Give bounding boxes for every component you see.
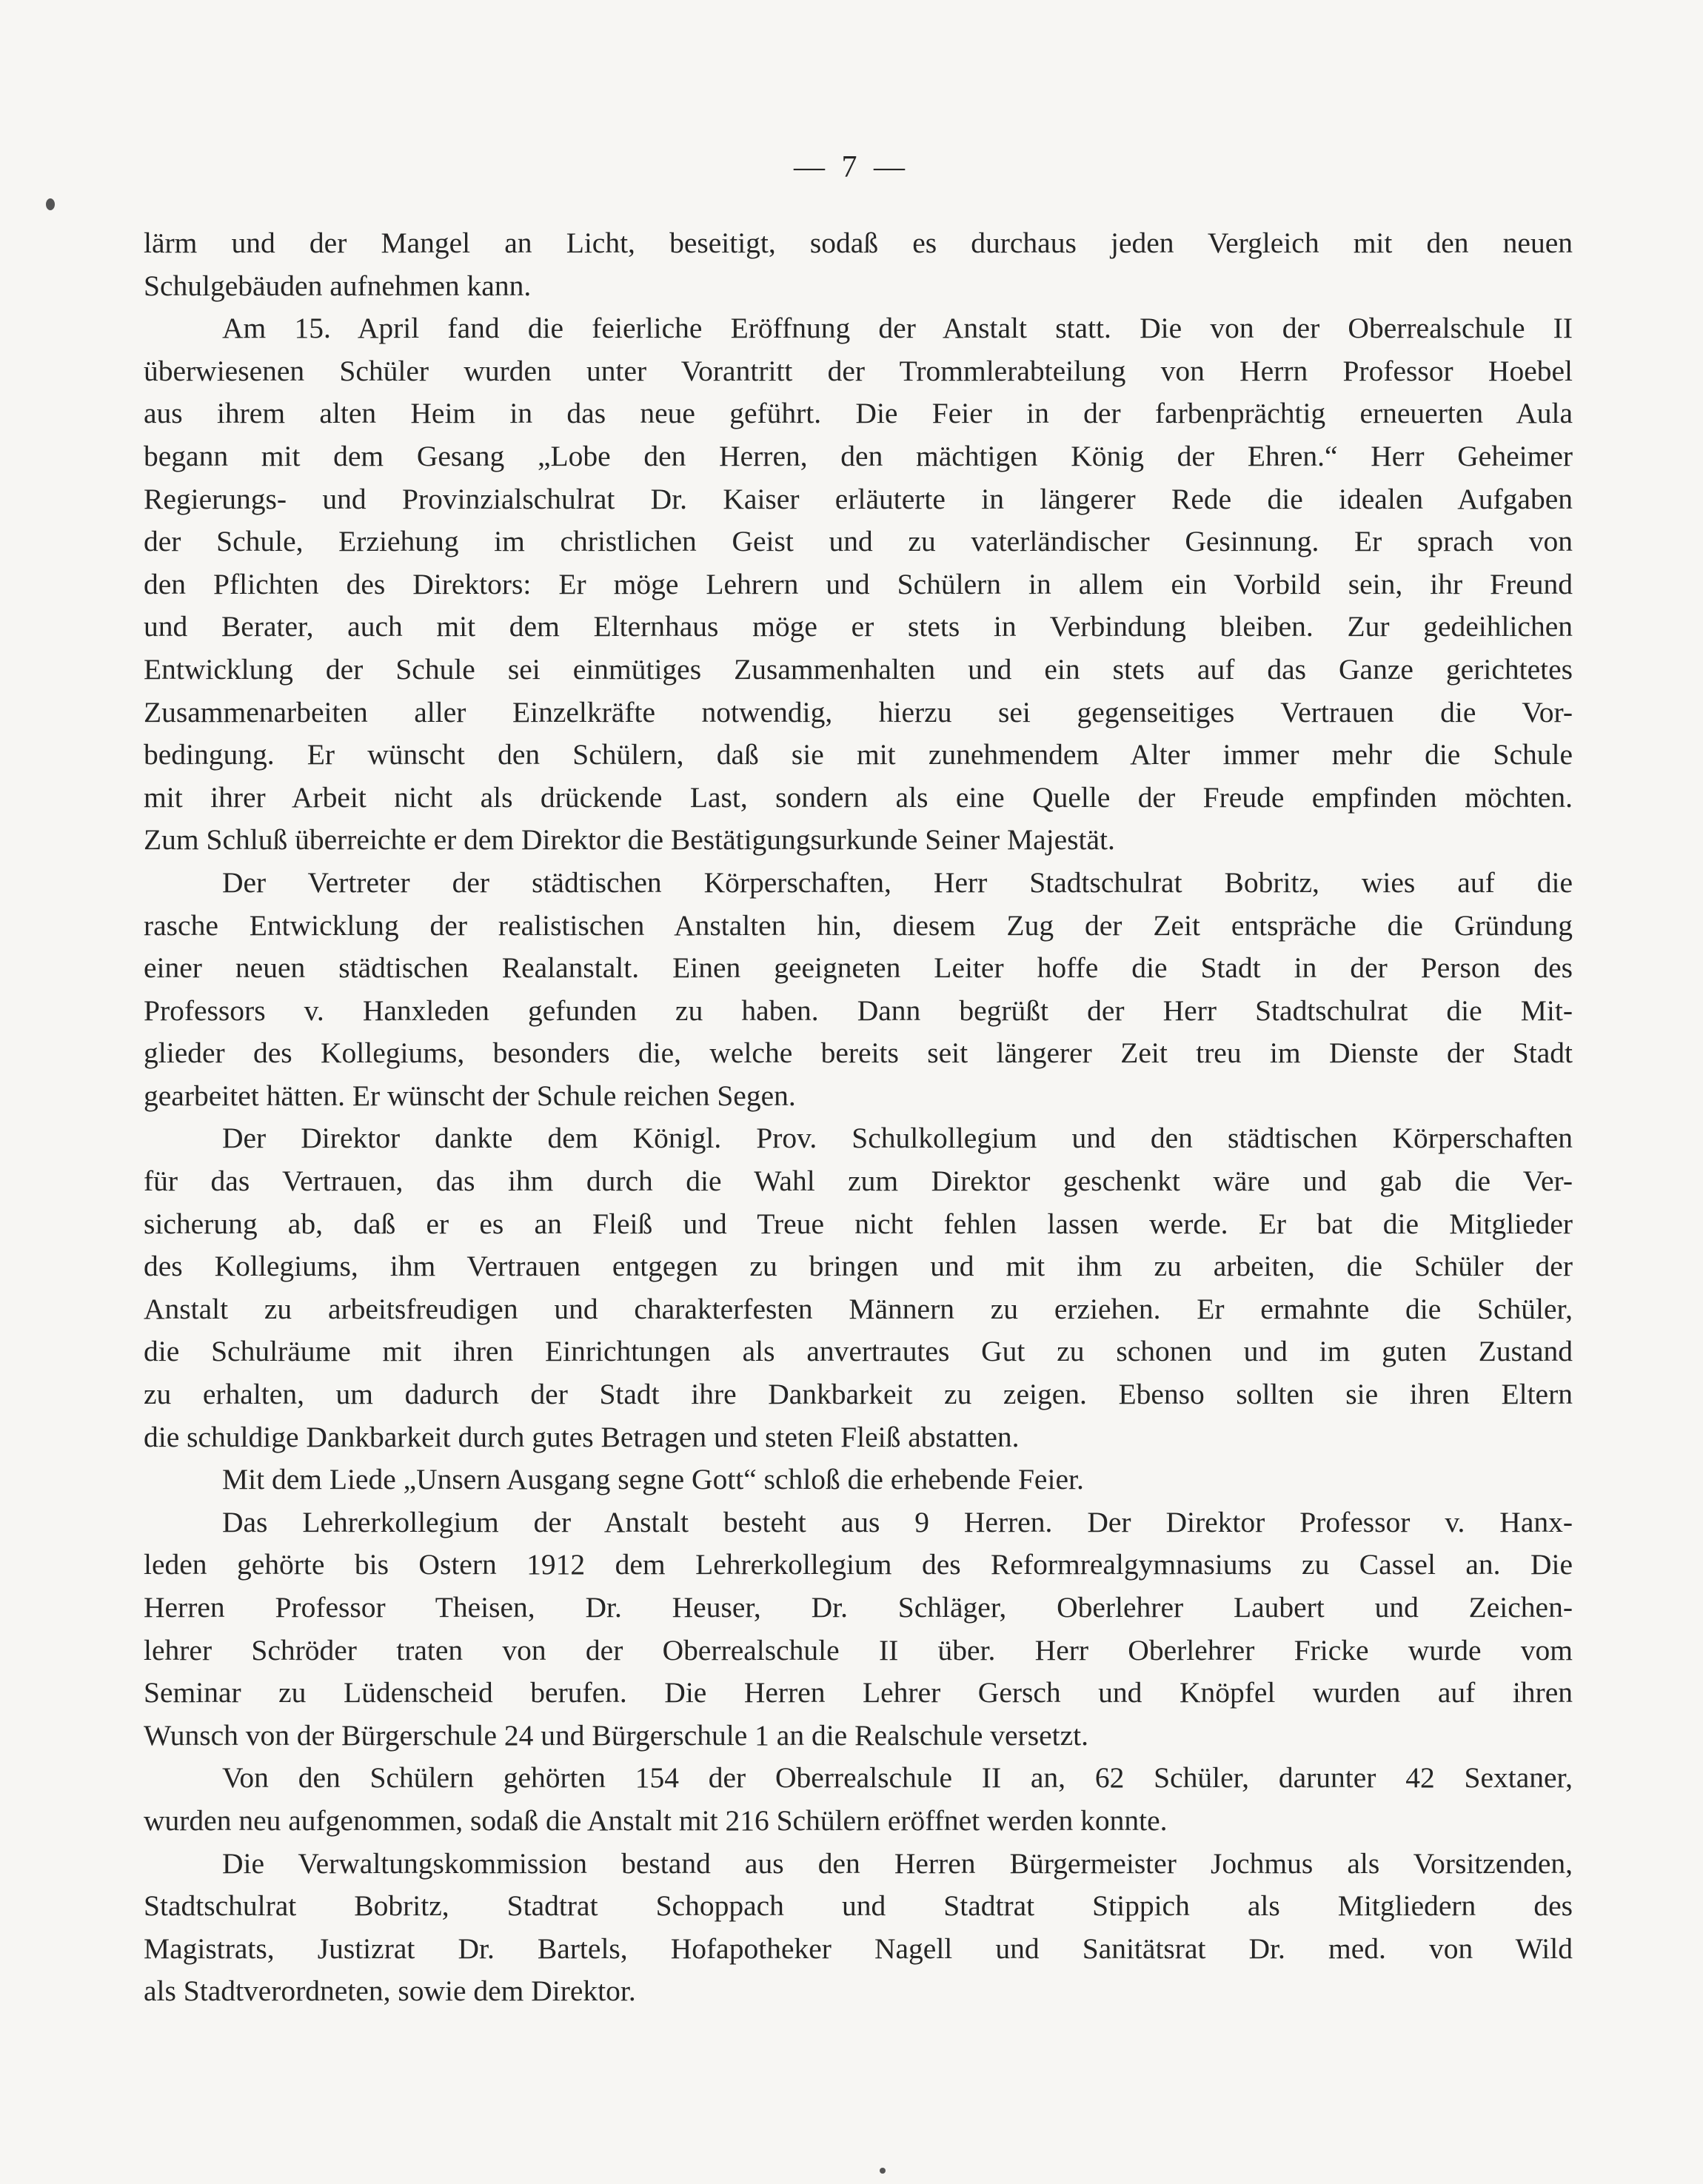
text-line: Professors v. Hanxleden gefunden zu haben. Dann begrüßt der Herr Stadtschulrat die Mit- (144, 994, 1573, 1027)
text-line: leden gehörte bis Ostern 1912 dem Lehrerkollegium des Reformrealgymnasiums zu Cassel an. Die (144, 1548, 1573, 1581)
text-line: Magistrats, Justizrat Dr. Bartels, Hofapotheker Nagell und Sanitätsrat Dr. med. von Wild (144, 1932, 1573, 1965)
text-line: lärm und der Mangel an Licht, beseitigt, sodaß es durchaus jeden Vergleich mit den neuen (144, 227, 1573, 259)
text-line: sicherung ab, daß er es an Fleiß und Treue nicht fehlen lassen werde. Er bat die Mitglieder (144, 1207, 1573, 1240)
paragraph (144, 1757, 1573, 1842)
text-line: einer neuen städtischen Realanstalt. Einen geeigneten Leiter hoffe die Stadt in der Person des (144, 951, 1573, 985)
paragraph (144, 1501, 1573, 1758)
paragraph (144, 1843, 1573, 2013)
text-line: Herren Professor Theisen, Dr. Heuser, Dr. Schläger, Oberlehrer Laubert und Zeichen- (144, 1591, 1573, 1624)
text-line: für das Vertrauen, das ihm durch die Wahl zum Direktor geschenkt wäre und gab die Ver- (144, 1165, 1573, 1198)
text-line: Regierungs- und Provinzialschulrat Dr. Kaiser erläuterte in längerer Rede die idealen Aufgaben (144, 482, 1573, 515)
text-line: Das Lehrerkollegium der Anstalt besteht aus 9 Herren. Der Direktor Professor v. Hanx- (222, 1505, 1573, 1538)
text-line: Am 15. April fand die feierliche Eröffnung der Anstalt statt. Die von der Oberrealschule II (222, 312, 1573, 345)
body-text (144, 222, 1573, 2013)
text-line: Der Direktor dankte dem Königl. Prov. Schulkollegium und den städtischen Körperschaften (222, 1122, 1573, 1155)
text-line: zu erhalten, um dadurch der Stadt ihre Dankbarkeit zu zeigen. Ebenso sollten sie ihren Eltern (144, 1378, 1573, 1411)
text-line: Stadtschulrat Bobritz, Stadtrat Schoppach und Stadtrat Stippich als Mitgliedern des (144, 1889, 1573, 1923)
text-line: Der Vertreter der städtischen Körperschaften, Herr Stadtschulrat Bobritz, wies auf die (222, 865, 1573, 899)
text-line: überwiesenen Schüler wurden unter Vorantritt der Trommlerabteilung von Herrn Professor Hoebel (144, 354, 1573, 387)
text-line: den Pflichten des Direktors: Er möge Lehrern und Schülern in allem ein Vorbild sein, ihr Freund (144, 567, 1573, 600)
text-line: aus ihrem alten Heim in das neue geführt. Die Feier in der farbenprächtig erneuerten Aula (144, 397, 1573, 430)
text-line: Entwicklung der Schule sei einmütiges Zusammenhalten und ein stets auf das Ganze gerichtetes (144, 652, 1573, 686)
text-line: als Stadtverordneten, sowie dem Direktor. (144, 1974, 636, 2008)
page-number: — 7 — (794, 150, 909, 184)
paragraph (144, 862, 1573, 1118)
text-line: bedingung. Er wünscht den Schülern, daß sie mit zunehmendem Alter immer mehr die Schule (144, 738, 1573, 771)
text-line: die Schulräume mit ihren Einrichtungen als anvertrautes Gut zu schonen und im guten Zustand (144, 1335, 1573, 1368)
margin-speck (46, 198, 55, 210)
paragraph (144, 1117, 1573, 1458)
text-line: Die Verwaltungskommission bestand aus den Herren Bürgermeister Jochmus als Vorsitzenden, (222, 1846, 1573, 1880)
text-line: die schuldige Dankbarkeit durch gutes Betragen und steten Fleiß abstatten. (144, 1420, 1020, 1453)
text-line: Schulgebäuden aufnehmen kann. (144, 269, 532, 302)
text-line: mit ihrer Arbeit nicht als drückende Last, sondern als eine Quelle der Freude empfinden möchten. (144, 780, 1573, 814)
text-line: wurden neu aufgenommen, sodaß die Anstalt mit 216 Schülern eröffnet werden konnte. (144, 1803, 1168, 1837)
text-line: Von den Schülern gehörten 154 der Oberrealschule II an, 62 Schüler, darunter 42 Sextaner, (222, 1761, 1573, 1795)
text-line: gearbeitet hätten. Er wünscht der Schule reichen Segen. (144, 1079, 796, 1112)
text-line: rasche Entwicklung der realistischen Anstalten hin, diesem Zug der Zeit entspräche die Gründung (144, 908, 1573, 942)
margin-speck (880, 2168, 886, 2174)
text-line: Zum Schluß überreichte er dem Direktor die Bestätigungsurkunde Seiner Majestät. (144, 823, 1115, 857)
text-line: Wunsch von der Bürgerschule 24 und Bürgerschule 1 an die Realschule versetzt. (144, 1718, 1088, 1752)
paragraph (144, 222, 1573, 307)
text-line: begann mit dem Gesang „Lobe den Herren, den mächtigen König der Ehren.“ Herr Geheimer (144, 439, 1573, 472)
text-line: Seminar zu Lüdenscheid berufen. Die Herren Lehrer Gersch und Knöpfel wurden auf ihren (144, 1676, 1573, 1709)
text-line: Anstalt zu arbeitsfreudigen und charakterfesten Männern zu erziehen. Er ermahnte die Schüler, (144, 1292, 1573, 1325)
text-line: und Berater, auch mit dem Elternhaus möge er stets in Verbindung bleiben. Zur gedeihlichen (144, 610, 1573, 643)
text-line: der Schule, Erziehung im christlichen Geist und zu vaterländischer Gesinnung. Er sprach von (144, 525, 1573, 558)
text-line: lehrer Schröder traten von der Oberrealschule II über. Herr Oberlehrer Fricke wurde vom (144, 1633, 1573, 1667)
text-line: Zusammenarbeiten aller Einzelkräfte notwendig, hierzu sei gegenseitiges Vertrauen die Vor- (144, 695, 1573, 728)
text-line: Mit dem Liede „Unsern Ausgang segne Gott“ schloß die erhebende Feier. (222, 1463, 1084, 1496)
text-line: glieder des Kollegiums, besonders die, welche bereits seit längerer Zeit treu im Dienste der Stadt (144, 1036, 1573, 1070)
text-line: des Kollegiums, ihm Vertrauen entgegen zu bringen und mit ihm zu arbeiten, die Schüler der (144, 1250, 1573, 1283)
paragraph (144, 1458, 1573, 1501)
paragraph (144, 307, 1573, 862)
